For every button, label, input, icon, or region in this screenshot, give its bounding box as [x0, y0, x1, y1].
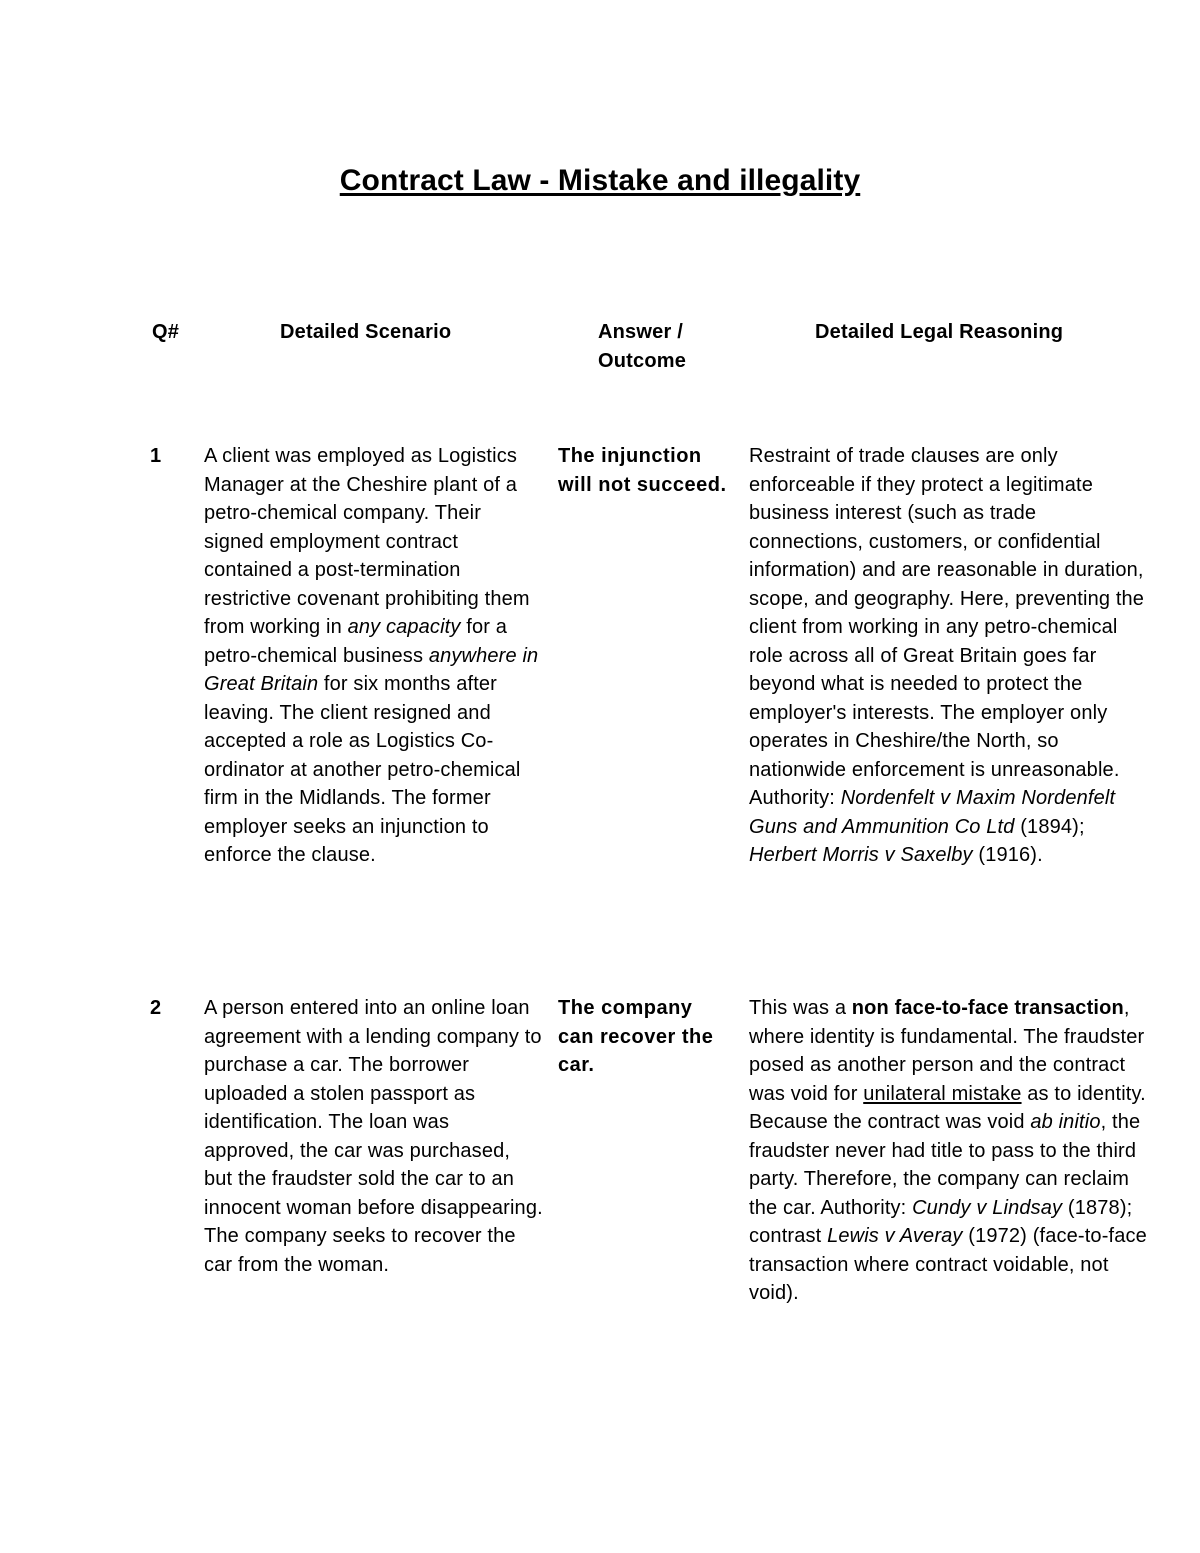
table-header-q: Q#: [152, 321, 180, 343]
row-1-scenario-text-1: A client was employed as Logistics Manager at the Cheshire plant of a petro-chemical company. Their signed employment contract contained a post-termination restrictive covenant prohibiting them from working in: [204, 445, 530, 638]
row-2-reasoning-bold-1: non face-to-face transaction: [851, 997, 1124, 1019]
row-2-reasoning-text-5: (1878); contrast: [749, 1196, 1133, 1247]
row-1-reasoning-text-1: Restraint of trade clauses are only enforceable if they protect a legitimate business interest (such as trade connections, customers, or confidential information) and are reasonable in duration, scope, and geography. Here, preventing the client from working in any petro-chemical role across all of Great Britain goes far beyond what is needed to protect the employer's interests. The employer only operates in Cheshire/the North, so nationwide enforcement is unreasonable. Authority:: [749, 445, 1145, 809]
row-2-reasoning-text-6: (1972) (face-to-face transaction where contract voidable, not void).: [749, 1225, 1147, 1304]
row-2-reasoning-text-2: , where identity is fundamental. The fraudster posed as another person and the contract was void for: [749, 997, 1145, 1105]
row-2-reasoning-text-3: as to identity. Because the contract was void: [749, 1082, 1146, 1133]
row-2-reasoning-emphasis-1: ab initio: [1030, 1111, 1101, 1133]
table-header-reasoning: Detailed Legal Reasoning: [815, 321, 1064, 343]
row-1-scenario-emphasis-2: anywhere in Great Britain: [204, 644, 539, 695]
row-1-scenario-text-3: for six months after leaving. The client resigned and accepted a role as Logistics Co-ordinator at another petro-chemical firm in the Midlands. The former employer seeks an injunction to enforce the clause.: [204, 673, 521, 866]
table-header-answer-line2: Outcome: [598, 349, 687, 372]
row-1-scenario-text-2: for a petro-chemical business: [204, 616, 508, 667]
table-header-answer: [598, 318, 686, 375]
row-1-reasoning-case-1: Nordenfelt v Maxim Nordenfelt Guns and Ammunition Co Ltd: [749, 787, 1116, 838]
row-1-reasoning: [749, 442, 1149, 870]
row-1-reasoning-text-2: (1894);: [1014, 815, 1085, 838]
row-2-reasoning-text-4: , the fraudster never had title to pass to the third party. Therefore, the company can reclaim the car. Authority:: [749, 1111, 1141, 1219]
table-header-answer-line1: Answer /: [598, 321, 683, 343]
row-1-question-number: 1: [150, 445, 162, 467]
row-2-reasoning-text-1: This was a: [749, 997, 852, 1019]
row-1-scenario: [204, 442, 544, 870]
row-1-answer: The injunction will not succeed.: [558, 445, 727, 496]
table-header-scenario: Detailed Scenario: [280, 321, 452, 343]
row-1-reasoning-text-3: (1916).: [972, 844, 1043, 866]
row-1-reasoning-case-2: Herbert Morris v Saxelby: [749, 844, 973, 866]
row-2-reasoning-underline-1: unilateral mistake: [863, 1082, 1022, 1105]
row-2-scenario: A person entered into an online loan agreement with a lending company to purchase a car. The borrower uploaded a stolen passport as identification. The loan was approved, the car was purchased, but the fraudster sold the car to an innocent woman before disappearing. The company seeks to recover the car from the woman.: [204, 997, 543, 1276]
row-2-reasoning-case-1: Cundy v Lindsay: [912, 1196, 1063, 1219]
row-2-reasoning-case-2: Lewis v Averay: [827, 1225, 963, 1247]
row-2-question-number: 2: [150, 997, 162, 1019]
row-2-reasoning: [749, 994, 1149, 1308]
row-2-answer: The company can recover the car.: [558, 997, 714, 1076]
page-title: Contract Law - Mistake and illegality: [339, 164, 861, 197]
row-1-scenario-emphasis-1: any capacity: [347, 616, 461, 638]
